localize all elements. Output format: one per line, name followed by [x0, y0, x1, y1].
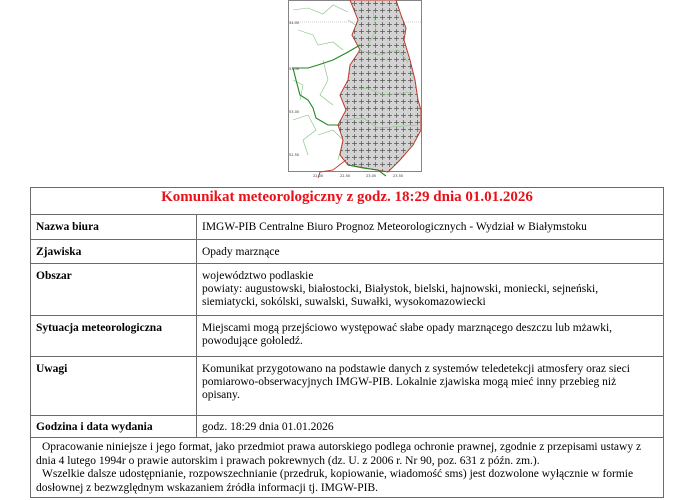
row-value-issue-time: godz. 18:29 dnia 01.01.2026	[197, 416, 664, 438]
y-tick-label: 54.00	[289, 21, 300, 25]
y-tick-label: 53.00	[289, 110, 300, 114]
row-value-remarks: Komunikat przygotowano na podstawie danych z systemów teledetekcji atmosfery oraz sieci pomiarowo-obserwacyjnych IMGW-PIB. Lokalnie zjawiska mogą mieć inny przebieg niż opisany.	[197, 357, 664, 416]
row-label-situation: Sytuacja meteorologiczna	[31, 316, 197, 357]
table-row	[31, 416, 664, 438]
row-value-area: województwo podlaskie powiaty: augustowski, białostocki, Białystok, bielski, hajnowski, moniecki, sejneński, siemiatycki, sokólski, suwalski, Suwałki, wysokomazowiecki	[197, 264, 664, 316]
communique-title: Komunikat meteorologiczny z godz. 18:29 dnia 01.01.2026	[31, 188, 664, 215]
x-tick-label: 23.50	[393, 174, 404, 178]
row-value-office: IMGW-PIB Centralne Biuro Prognoz Meteorologicznych - Wydział w Białymstoku	[197, 215, 664, 240]
row-label-phenomena: Zjawiska	[31, 240, 197, 264]
x-tick-label: 22.00	[313, 174, 324, 178]
table-row	[31, 215, 664, 240]
row-label-remarks: Uwagi	[31, 357, 197, 416]
table-row	[31, 316, 664, 357]
row-label-issue-time: Godzina i data wydania	[31, 416, 197, 438]
table-row	[31, 264, 664, 316]
y-tick-label: 53.50	[289, 67, 300, 71]
row-label-area: Obszar	[31, 264, 197, 316]
x-tick-label: 23.00	[366, 174, 377, 178]
row-label-office: Nazwa biura	[31, 215, 197, 240]
copyright-notice: Opracowanie niniejsze i jego format, jako przedmiot prawa autorskiego podlega ochronie prawnej, zgodnie z przepisami ustawy z dnia 4 lutego 1994r o prawie autorskim i prawach pokrewnych (dz. U. z 2006 r. Nr 90, poz. 631 z późn. zm.). Wszelkie dalsze udostępnianie, rozpowszechnianie (przedruk, kopiowanie, wiadomość sms) jest dozwolone wyłącznie w formie dosłownej z bezwzględnym wskazaniem źródła informacji tj. IMGW-PIB.	[31, 438, 664, 498]
warning-area-map	[288, 0, 422, 178]
row-value-situation: Miejscami mogą przejściowo występować słabe opady marznącego deszczu lub mżawki, powodujące gołoledź.	[197, 316, 664, 357]
weather-communique-table	[30, 187, 664, 498]
row-value-phenomena: Opady marznące	[197, 240, 664, 264]
x-tick-label: 22.50	[340, 174, 351, 178]
table-row	[31, 357, 664, 416]
table-row	[31, 240, 664, 264]
y-tick-label: 52.50	[289, 153, 300, 157]
